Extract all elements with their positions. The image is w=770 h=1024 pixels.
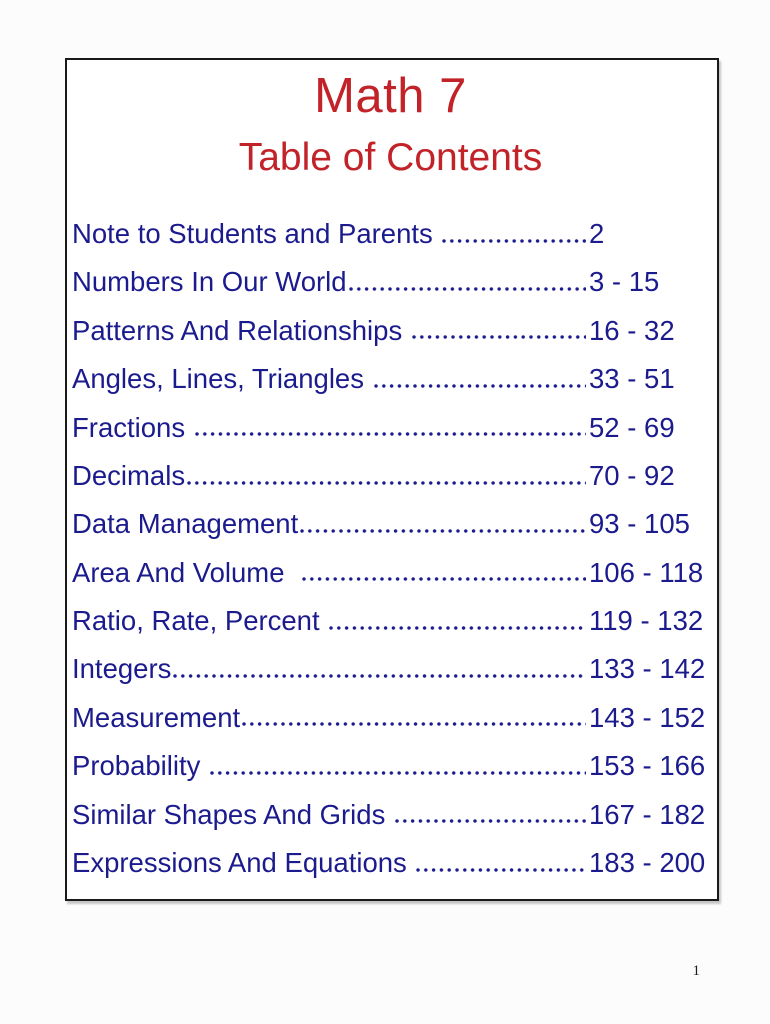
toc-entry-label: Numbers In Our World [72,266,347,298]
dot-leader [193,395,589,443]
toc-entry [72,685,709,733]
dot-leader [171,637,589,685]
page-frame [65,58,719,901]
toc-entry-pages: 33 - 51 [589,363,675,395]
toc-entry-label: Similar Shapes And Grids [72,798,393,830]
dot-leader [300,540,589,588]
toc-entry-pages: 93 - 105 [589,508,690,540]
toc-entry [72,492,709,540]
toc-entry-pages: 106 - 118 [589,556,704,588]
dot-leader [440,201,589,249]
toc-entry-pages: 167 - 182 [589,798,706,830]
toc-entry [72,201,709,249]
toc-entry [72,637,709,685]
toc-entry-label: Area And Volume [72,556,300,588]
dot-leader [298,492,589,540]
toc-entry-pages: 143 - 152 [589,701,706,733]
toc-entry [72,298,709,346]
dot-leader [347,250,589,298]
toc-entry-label: Probability [72,750,209,782]
toc-entry-label: Measurement [72,701,241,733]
toc-entry-pages: 183 - 200 [589,847,706,879]
dot-leader [393,782,589,830]
toc-entry-label: Expressions And Equations [72,847,415,879]
toc-entry-label: Angles, Lines, Triangles [72,363,372,395]
toc-entry-pages: 153 - 166 [589,750,706,782]
page-subtitle: Table of Contents [238,136,543,180]
toc-entry-pages: 2 [589,217,605,249]
dot-leader [410,298,589,346]
toc-entry [72,250,709,298]
toc-entry-label: Data Management [72,508,299,540]
toc-entry-label: Integers [72,653,172,685]
toc-entry-label: Fractions [72,411,193,443]
dot-leader [240,685,589,733]
dot-leader [372,346,589,394]
toc-entry-label: Ratio, Rate, Percent [72,605,328,637]
toc-entry [72,733,709,781]
toc-entry-label: Patterns And Relationships [72,314,410,346]
toc-entry [72,395,709,443]
dot-leader [414,830,589,878]
toc-entry [72,443,709,491]
toc-entry-pages: 133 - 142 [589,653,706,685]
toc-entry [72,588,709,636]
page-title: Math 7 [314,69,467,123]
toc-entry-pages: 70 - 92 [589,459,675,491]
toc-entry [72,830,709,878]
toc-entry-pages: 119 - 132 [589,605,704,637]
toc-entry [72,782,709,830]
toc-entry-label: Note to Students and Parents [72,217,441,249]
toc-entry [72,346,709,394]
toc-entry-pages: 52 - 69 [589,411,675,443]
toc-entry-label: Decimals [72,459,186,491]
toc-entry-pages: 3 - 15 [589,266,660,298]
dot-leader [185,443,589,491]
toc-entry-pages: 16 - 32 [589,314,675,346]
dot-leader [208,733,589,781]
dot-leader [327,588,589,636]
table-of-contents [72,201,709,878]
footer-page-number: 1 [692,963,700,979]
toc-entry [72,540,709,588]
